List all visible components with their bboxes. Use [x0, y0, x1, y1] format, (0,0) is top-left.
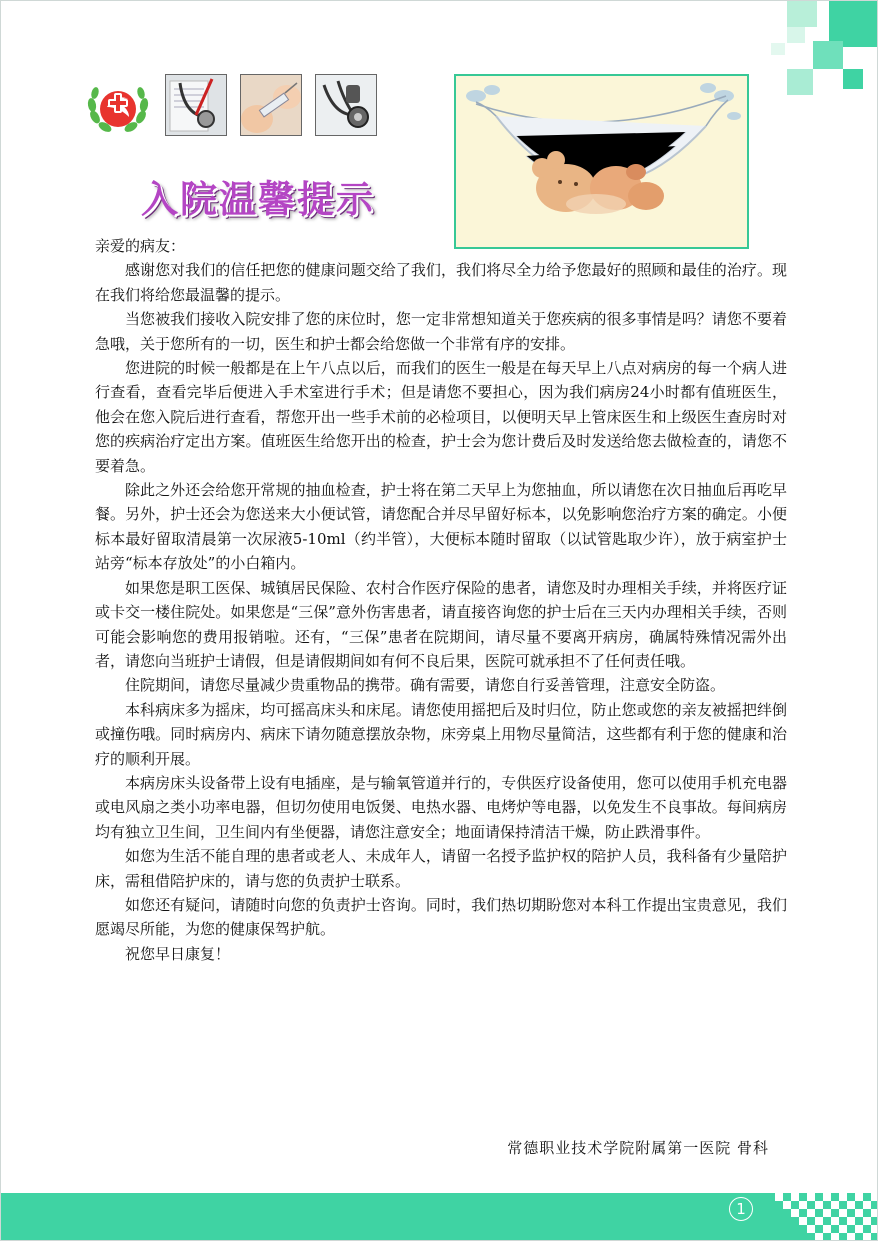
corner-square-decoration — [787, 69, 813, 95]
teddy-bear-hammock-icon — [454, 74, 749, 249]
corner-square-decoration — [843, 69, 863, 89]
stethoscope-icon — [165, 74, 227, 136]
paragraph: 如您为生活不能自理的患者或老人、未成年人，请留一名授予监护权的陪护人员，我科备有少量陪护床，需租借陪护床的，请与您的负责护士联系。 — [95, 847, 787, 890]
paragraph: 如您还有疑问，请随时向您的负责护士咨询。同时，我们热切期盼您对本科工作提出宝贵意见，我们愿竭尽所能，为您的健康保驾护航。 — [95, 895, 787, 939]
stethoscope-icon — [315, 74, 377, 136]
footer-checker-decoration — [761, 1193, 878, 1241]
page-title: 入院温馨提示 — [141, 178, 375, 221]
closing-wish: 祝您早日康复！ — [125, 944, 231, 963]
hospital-emblem-icon — [85, 77, 151, 139]
paragraph: 如果您是职工医保、城镇居民保险、农村合作医疗保险的患者，请您及时办理相关手续，并将医疗证或卡交一楼住院处。如果您是“三保”意外伤害患者，请直接咨询您的护士后在三天内办理相关手续，否则可能会影响您的费用报销啦。还有，“三保”患者在院期间，请尽量不要离开病房，确属特殊情况需外出者，请您向当班护士请假，但是请假期间如有何不良后果，医院可就承担不了任何责任哦。 — [95, 578, 787, 670]
paragraph: 您进院的时候一般都是在上午八点以后，而我们的医生一般是在每天早上八点对病房的每一个病人进行查看，查看完毕后便进入手术室进行手术；但是请您不要担心，因为我们病房24小时都有值班医生，他会在您入院后进行查看，帮您开出一些手术前的必检项目，以便明天早上管床医生和上级医生查房时对您的疾病治疗定出方案。值班医生给您开出的检查，护士会为您计费后及时发送给您去做检查的，请您不要着急。 — [95, 359, 787, 475]
corner-square-decoration — [813, 41, 843, 69]
paragraph: 住院期间，请您尽量减少贵重物品的携带。确有需要，请您自行妥善管理，注意安全防盗。 — [125, 676, 726, 695]
corner-square-decoration — [787, 27, 805, 43]
syringe-icon — [240, 74, 302, 136]
letter-body — [95, 234, 787, 966]
page-number: 1 — [729, 1197, 753, 1221]
paragraph: 本病房床头设备带上设有电插座，是与输氧管道并行的，专供医疗设备使用，您可以使用手机充电器或电风扇之类小功率电器，但切勿使用电饭煲、电热水器、电烤炉等电器，以免发生不良事故。每间病房均有独立卫生间，卫生间内有坐便器，请您注意安全；地面请保持清洁干燥，防止跌滑事件。 — [95, 773, 787, 841]
paragraph: 本科病床多为摇床，均可摇高床头和床尾。请您使用摇把后及时归位，防止您或您的亲友被摇把绊倒或撞伤哦。同时病房内、病床下请勿随意摆放杂物，床旁桌上用物尽量简洁，这些都有利于您的健康和治疗的顺利开展。 — [95, 700, 787, 768]
salutation: 亲爱的病友： — [95, 237, 186, 255]
paragraph: 当您被我们接收入院安排了您的床位时，您一定非常想知道关于您疾病的很多事情是吗？请您不要着急哦，关于您所有的一切，医生和护士都会给您做一个非常有序的安排。 — [95, 310, 787, 353]
paragraph: 除此之外还会给您开常规的抽血检查，护士将在第二天早上为您抽血，所以请您在次日抽血后再吃早餐。另外，护士还会为您送来大小便试管，请您配合并尽早留好标本，以免影响您治疗方案的确定。小便标本最好留取清晨第一次尿液5-10ml（约半管），大便标本随时留取（以试管匙取少许），放于病室护士站旁“标本存放处”的小白箱内。 — [95, 481, 787, 573]
signature: 常德职业技术学院附属第一医院 骨科 — [507, 1139, 769, 1157]
corner-square-decoration — [787, 1, 817, 27]
corner-square-decoration — [771, 43, 785, 55]
paragraph: 感谢您对我们的信任把您的健康问题交给了我们，我们将尽全力给予您最好的照顾和最佳的治疗。现在我们将给您最温馨的提示。 — [95, 261, 787, 304]
